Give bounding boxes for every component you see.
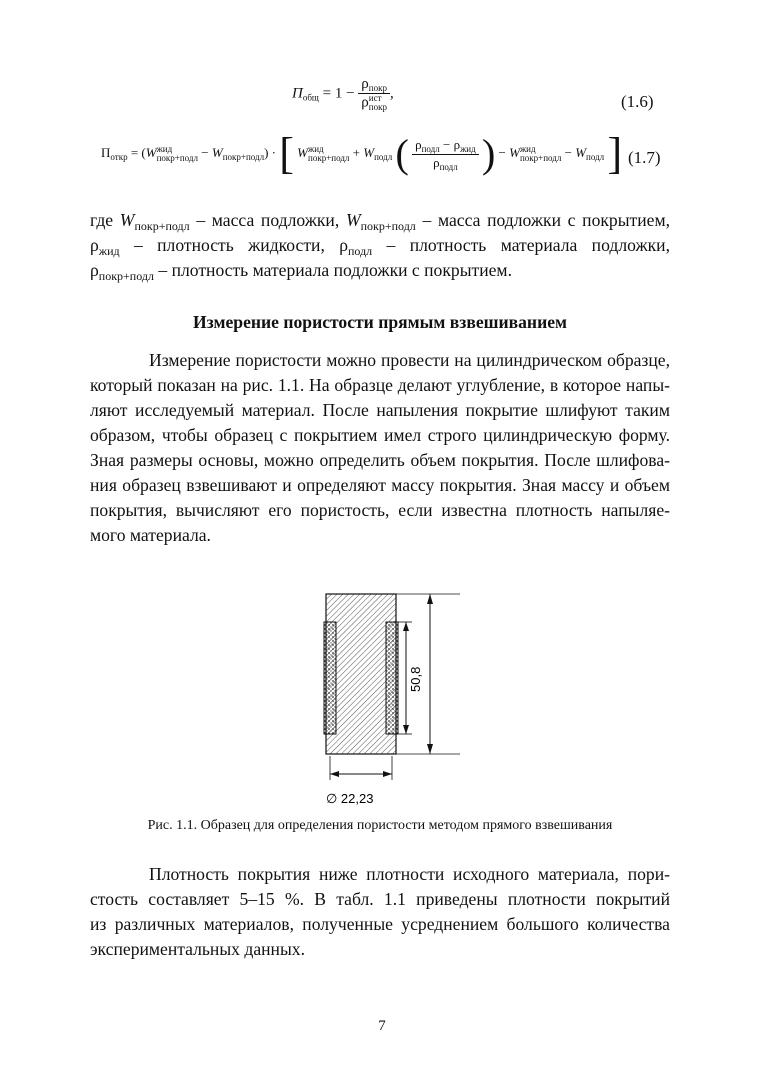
eq2-w3-sub: покр+подл: [308, 153, 350, 163]
eq2-lhs: П: [101, 144, 111, 160]
paragraph-line: который показан на рис. 1.1. На образце делают углубление, в которое напы-: [90, 375, 670, 395]
eq2-plus: +: [352, 144, 361, 160]
diameter-label: ∅ 22,23: [326, 791, 374, 806]
equation-1-6: [292, 76, 394, 112]
eq2-rho-2: ρ: [453, 136, 461, 152]
eq2-rho-3: ρ: [433, 154, 440, 170]
eq1-lhs: П: [292, 85, 303, 102]
paragraph-line: стость составляет 5–15 %. В табл. 1.1 приведены плотности покрытий: [90, 889, 670, 909]
paragraph-line: ляют исследуемый материал. После напыления покрытие шлифуют таким: [90, 400, 670, 420]
eq2-rho-1-sub: подл: [421, 143, 440, 154]
paragraph-line: $\rho_{жид}$ – плотность жидкости, $\rho_{подл}$ – плотность материала подложки,: [90, 235, 670, 258]
eq2-rho-3-sub: подл: [439, 161, 458, 172]
paragraph-definitions: [90, 208, 670, 283]
eq2-w1: W: [145, 144, 157, 160]
paragraph-line: Измерение пористости можно провести на цилиндрическом образце,: [149, 350, 670, 370]
paragraph-line: образом, чтобы образец с покрытием имел строго цилиндрическую форму.: [90, 425, 670, 445]
eq2-paren-left: (: [395, 131, 409, 176]
paragraph-line: ния образец взвешивают и определяют массу покрытия. Зная массу и объем: [90, 475, 670, 495]
specimen-drawing: [300, 580, 490, 810]
eq2-w5: W: [509, 144, 520, 160]
eq2-w6-sub: подл: [586, 151, 605, 162]
eq1-den-sup: ист: [368, 93, 382, 103]
section-heading: Измерение пористости прямым взвешиванием: [192, 312, 567, 332]
eq2-w2: W: [211, 144, 223, 160]
eq2-minus-frac: −: [442, 136, 451, 152]
paragraph-line: покрытия, вычисляют его пористость, если известна плотность напыляе-: [90, 500, 670, 520]
eq2-minus-2: −: [498, 144, 506, 160]
paragraph-line: экспериментальных данных.: [90, 939, 305, 959]
eq2-w3-sup: жид: [308, 144, 324, 154]
paragraph-line: Плотность покрытия ниже плотности исходного материала, пори-: [149, 864, 670, 884]
coating-left: [324, 622, 336, 734]
paragraph-line: где $W_{покр+подл}$ – масса подложки, $W_{покр+подл}$ – масса подложки с покрытием,: [90, 210, 670, 233]
equation-1-7-number: (1.7): [628, 148, 661, 167]
eq2-w1-sup: жид: [156, 144, 173, 154]
eq2-w2-sub: покр+подл: [222, 151, 265, 162]
eq2-square-bracket-left: [: [279, 129, 294, 178]
eq2-w3: W: [297, 144, 309, 160]
eq2-w6: W: [575, 144, 587, 160]
eq2-w1-sub: покр+подл: [156, 153, 198, 163]
eq1-num: ρ: [361, 76, 369, 92]
coating-right: [386, 622, 398, 734]
paragraph-line: $\rho_{покр+подл}$ – плотность материала подложки с покрытием.: [90, 260, 512, 283]
paragraph-method: [90, 348, 670, 548]
eq2-minus-1: −: [201, 144, 209, 160]
eq1-comma: ,: [389, 85, 394, 102]
equation-1-7: [101, 129, 623, 178]
eq1-equals: = 1 −: [322, 85, 355, 102]
eq2-minus-3: −: [564, 144, 572, 160]
eq2-paren-right: ): [481, 131, 496, 176]
paragraph-line: Зная размеры основы, можно определить объем покрытия. После шлифова-: [90, 450, 670, 470]
eq1-num-sub: покр: [368, 83, 387, 93]
eq2-w5-sub: покр+подл: [519, 153, 562, 163]
eq2-w5-sup: жид: [519, 144, 536, 154]
paragraph-line: мого материала.: [90, 525, 211, 545]
eq2-rho-1: ρ: [415, 136, 422, 152]
eq1-lhs-sub: общ: [302, 92, 319, 103]
page-number: 7: [378, 1018, 386, 1034]
eq2-w4: W: [363, 144, 375, 160]
eq2-lhs-sub: откр: [110, 151, 128, 162]
figure-caption: Рис. 1.1. Образец для определения пористости методом прямого взвешивания: [147, 818, 613, 833]
paragraph-line: из различных материалов, полученные усреднением большого количества: [90, 914, 670, 934]
paragraph-density: [90, 862, 670, 962]
eq1-fraction: [358, 76, 390, 112]
eq1-den: ρ: [361, 94, 369, 111]
eq1-den-sub: покр: [368, 102, 387, 112]
eq2-open: = (: [130, 144, 146, 160]
eq2-fraction: [412, 137, 479, 172]
height-label: 50,8: [408, 666, 423, 692]
eq2-rho-2-sub: жид: [460, 143, 476, 154]
eq2-close: ) ·: [264, 144, 277, 160]
eq2-square-bracket-right: ]: [607, 129, 623, 178]
equation-1-6-number: (1.6): [621, 92, 654, 111]
eq2-w4-sub: подл: [374, 151, 393, 162]
